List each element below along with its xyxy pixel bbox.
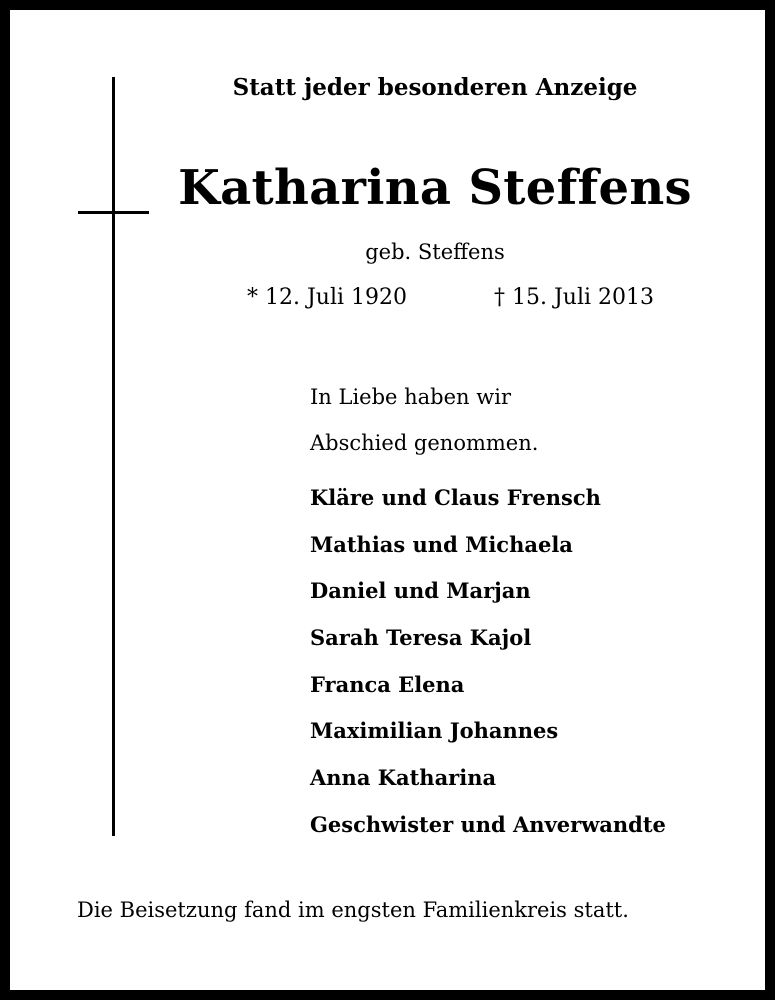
mourners-list (310, 475, 666, 849)
death-date: † 15. Juli 2013 (494, 285, 655, 310)
cross-vertical-bar (112, 77, 115, 836)
deceased-name: Katharina Steffens (178, 160, 692, 216)
mourner-entry: Kläre und Claus Frensch (310, 485, 601, 510)
farewell-line: Abschied genommen. (310, 431, 539, 455)
burial-note: Die Beisetzung fand im engsten Familienkreis statt. (77, 898, 629, 922)
mourner-entry: Daniel und Marjan (310, 578, 531, 604)
mourner-entry: Maximilian Johannes (310, 718, 559, 744)
farewell-line: In Liebe haben wir (310, 385, 511, 409)
birth-date: * 12. Juli 1920 (247, 285, 408, 310)
farewell-text (310, 374, 538, 466)
birth-name: geb. Steffens (365, 240, 505, 264)
notice-header: Statt jeder besonderen Anzeige (232, 74, 638, 101)
mourner-entry: Anna Katharina (310, 765, 497, 791)
cross-horizontal-bar (78, 211, 149, 214)
mourner-entry: Franca Elena (310, 671, 465, 697)
mourner-entry: Geschwister und Anverwandte (310, 811, 666, 837)
mourner-entry: Sarah Teresa Kajol (310, 625, 532, 651)
mourner-entry: Mathias und Michaela (310, 531, 573, 557)
